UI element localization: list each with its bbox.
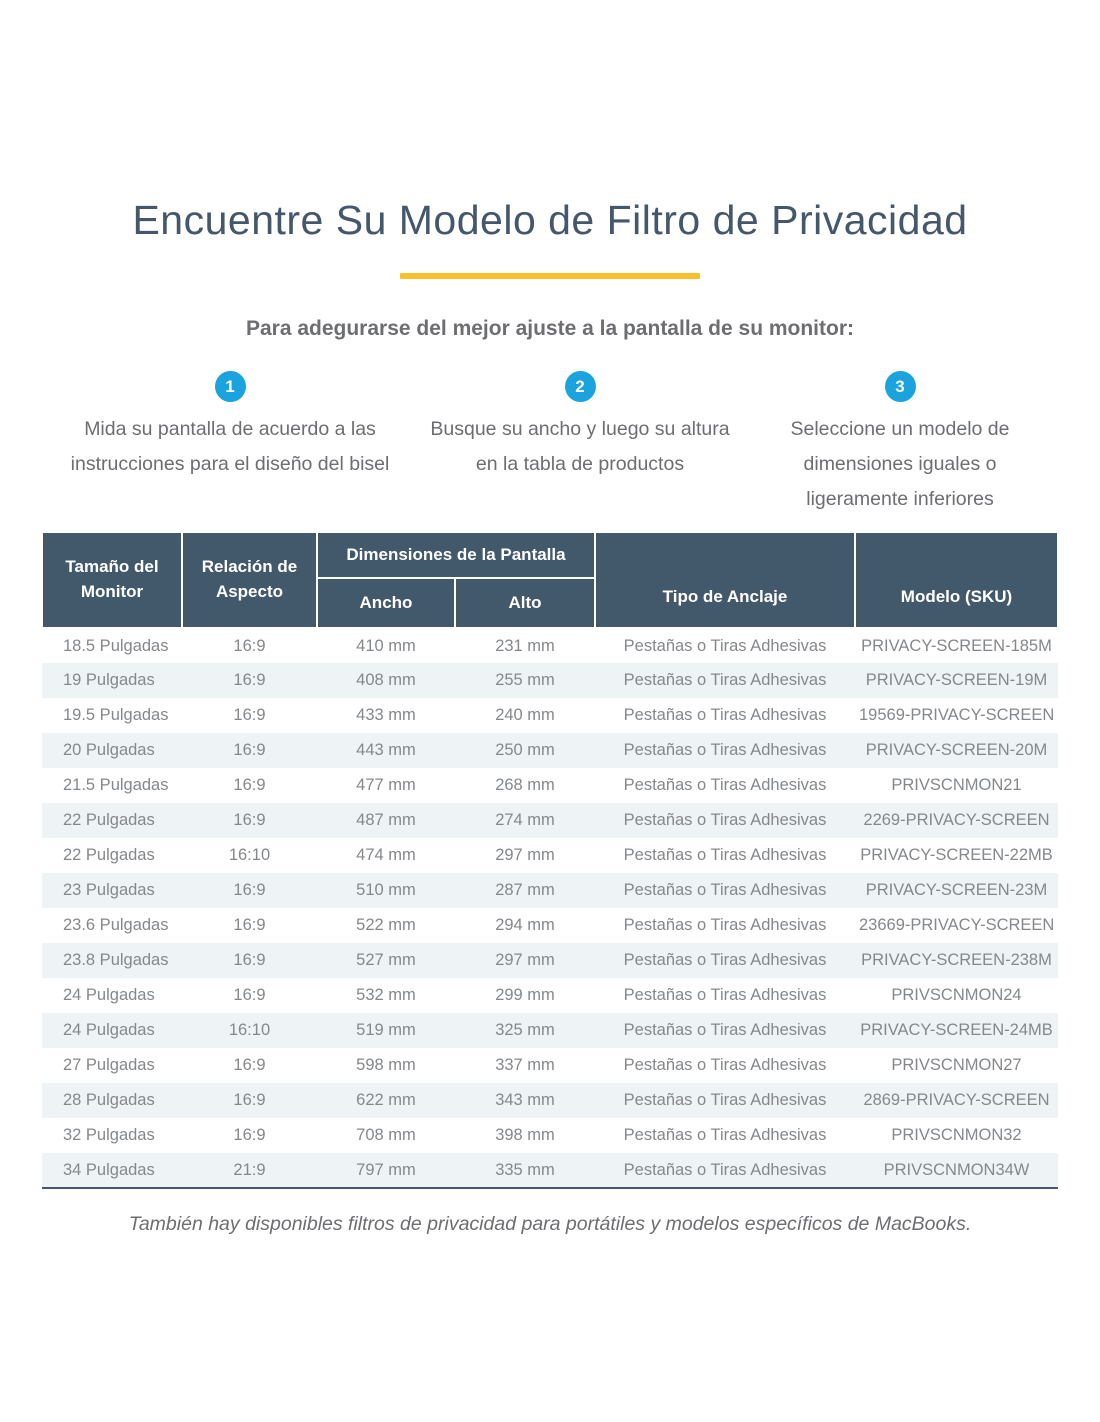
width-cell: 519 mm — [356, 1021, 416, 1040]
height-cell: 274 mm — [495, 811, 555, 830]
table-row — [42, 803, 1058, 838]
aspect-ratio-cell: 16:9 — [233, 951, 266, 970]
height-cell: 335 mm — [495, 1160, 555, 1179]
aspect-ratio-cell: 16:9 — [233, 986, 266, 1005]
table-body — [42, 628, 1058, 1188]
table-row — [42, 873, 1058, 908]
height-cell: 240 mm — [495, 706, 555, 725]
table-row — [42, 1153, 1058, 1188]
model-sku-cell: PRIVSCNMON27 — [891, 1056, 1022, 1075]
monitor-size-cell: 21.5 Pulgadas — [62, 776, 169, 795]
width-cell: 708 mm — [356, 1126, 416, 1145]
model-sku-cell: PRIVACY-SCREEN-185M — [861, 636, 1052, 655]
model-sku-cell: PRIVACY-SCREEN-22MB — [860, 846, 1053, 865]
mount-type-cell: Pestañas o Tiras Adhesivas — [623, 1091, 827, 1110]
aspect-ratio-cell: 16:9 — [233, 881, 266, 900]
model-sku-cell: PRIVSCNMON21 — [891, 776, 1022, 795]
model-sku-cell: PRIVACY-SCREEN-24MB — [860, 1021, 1053, 1040]
width-cell: 510 mm — [356, 881, 416, 900]
height-cell: 299 mm — [495, 986, 555, 1005]
width-cell: 522 mm — [356, 916, 416, 935]
table-row — [42, 1048, 1058, 1083]
step-1-number-badge: 1 — [215, 371, 246, 402]
height-cell: 297 mm — [495, 951, 555, 970]
aspect-ratio-cell: 16:9 — [233, 706, 266, 725]
aspect-ratio-cell: 16:9 — [233, 1056, 266, 1075]
product-table — [41, 531, 1059, 1189]
monitor-size-cell: 23.8 Pulgadas — [62, 951, 169, 970]
header-model-sku: Modelo (SKU) — [855, 532, 1058, 628]
monitor-size-cell: 19 Pulgadas — [62, 671, 155, 690]
monitor-size-cell: 22 Pulgadas — [62, 811, 155, 830]
width-cell: 622 mm — [356, 1091, 416, 1110]
step-2 — [415, 371, 745, 517]
mount-type-cell: Pestañas o Tiras Adhesivas — [623, 951, 827, 970]
table-row — [42, 628, 1058, 663]
height-cell: 231 mm — [495, 636, 555, 655]
step-3-number-badge: 3 — [885, 371, 916, 402]
model-sku-cell: 2869-PRIVACY-SCREEN — [863, 1091, 1050, 1110]
width-cell: 477 mm — [356, 776, 416, 795]
height-cell: 297 mm — [495, 846, 555, 865]
aspect-ratio-cell: 16:9 — [233, 671, 266, 690]
mount-type-cell: Pestañas o Tiras Adhesivas — [623, 846, 827, 865]
monitor-size-cell: 23 Pulgadas — [62, 881, 155, 900]
aspect-ratio-cell: 16:9 — [233, 811, 266, 830]
monitor-size-cell: 27 Pulgadas — [62, 1056, 155, 1075]
step-2-number-badge: 2 — [565, 371, 596, 402]
aspect-ratio-cell: 16:9 — [233, 1126, 266, 1145]
mount-type-cell: Pestañas o Tiras Adhesivas — [623, 916, 827, 935]
mount-type-cell: Pestañas o Tiras Adhesivas — [623, 706, 827, 725]
aspect-ratio-cell: 16:9 — [233, 1091, 266, 1110]
mount-type-cell: Pestañas o Tiras Adhesivas — [623, 881, 827, 900]
aspect-ratio-cell: 16:9 — [233, 741, 266, 760]
model-sku-cell: PRIVSCNMON24 — [891, 986, 1022, 1005]
monitor-size-cell: 20 Pulgadas — [62, 741, 155, 760]
aspect-ratio-cell: 16:10 — [228, 1021, 271, 1040]
aspect-ratio-cell: 16:9 — [233, 636, 266, 655]
monitor-size-cell: 24 Pulgadas — [62, 1021, 155, 1040]
width-cell: 408 mm — [356, 671, 416, 690]
aspect-ratio-cell: 16:9 — [233, 916, 266, 935]
height-cell: 268 mm — [495, 776, 555, 795]
height-cell: 325 mm — [495, 1021, 555, 1040]
steps-row — [45, 371, 1055, 517]
table-row — [42, 943, 1058, 978]
title-underline-rule — [400, 273, 700, 279]
monitor-size-cell: 34 Pulgadas — [62, 1160, 155, 1179]
step-3-text: Seleccione un modelo de dimensiones iguales o ligeramente inferiores — [790, 418, 1010, 511]
width-cell: 433 mm — [356, 706, 416, 725]
monitor-size-cell: 32 Pulgadas — [62, 1126, 155, 1145]
header-aspect-ratio: Relación de Aspecto — [182, 532, 317, 628]
height-cell: 343 mm — [495, 1091, 555, 1110]
table-row — [42, 663, 1058, 698]
mount-type-cell: Pestañas o Tiras Adhesivas — [623, 776, 827, 795]
aspect-ratio-cell: 21:9 — [233, 1160, 266, 1179]
header-dimensions-group: Dimensiones de la Pantalla — [317, 532, 595, 578]
header-width: Ancho — [317, 578, 455, 628]
mount-type-cell: Pestañas o Tiras Adhesivas — [623, 811, 827, 830]
monitor-size-cell: 19.5 Pulgadas — [62, 706, 169, 725]
table-row — [42, 733, 1058, 768]
header-mount-type: Tipo de Anclaje — [595, 532, 855, 628]
model-sku-cell: 23669-PRIVACY-SCREEN — [859, 916, 1055, 935]
page-title: Encuentre Su Modelo de Filtro de Privacidad — [132, 197, 968, 243]
model-sku-cell: PRIVACY-SCREEN-238M — [861, 951, 1052, 970]
table-header — [42, 532, 1058, 628]
aspect-ratio-cell: 16:10 — [228, 846, 271, 865]
footer-note: También hay disponibles filtros de privacidad para portátiles y modelos específicos de MacBooks. — [128, 1213, 972, 1236]
aspect-ratio-cell: 16:9 — [233, 776, 266, 795]
table-row — [42, 838, 1058, 873]
width-cell: 443 mm — [356, 741, 416, 760]
table-row — [42, 768, 1058, 803]
step-1 — [45, 371, 415, 517]
monitor-size-cell: 24 Pulgadas — [62, 986, 155, 1005]
width-cell: 410 mm — [356, 636, 416, 655]
model-sku-cell: PRIVACY-SCREEN-23M — [865, 881, 1048, 900]
height-cell: 250 mm — [495, 741, 555, 760]
model-sku-cell: PRIVSCNMON32 — [891, 1126, 1022, 1145]
header-height: Alto — [455, 578, 595, 628]
step-1-text: Mida su pantalla de acuerdo a las instrucciones para el diseño del bisel — [70, 418, 390, 476]
mount-type-cell: Pestañas o Tiras Adhesivas — [623, 1056, 827, 1075]
monitor-size-cell: 28 Pulgadas — [62, 1091, 155, 1110]
model-sku-cell: PRIVSCNMON34W — [883, 1160, 1030, 1179]
mount-type-cell: Pestañas o Tiras Adhesivas — [623, 636, 827, 655]
mount-type-cell: Pestañas o Tiras Adhesivas — [623, 1160, 827, 1179]
height-cell: 255 mm — [495, 671, 555, 690]
model-sku-cell: 19569-PRIVACY-SCREEN — [859, 706, 1055, 725]
model-sku-cell: PRIVACY-SCREEN-20M — [865, 741, 1048, 760]
model-sku-cell: PRIVACY-SCREEN-19M — [865, 671, 1048, 690]
table-row — [42, 1083, 1058, 1118]
mount-type-cell: Pestañas o Tiras Adhesivas — [623, 986, 827, 1005]
height-cell: 287 mm — [495, 881, 555, 900]
height-cell: 337 mm — [495, 1056, 555, 1075]
table-row — [42, 698, 1058, 733]
header-monitor-size: Tamaño del Monitor — [42, 532, 182, 628]
table-row — [42, 1118, 1058, 1153]
width-cell: 598 mm — [356, 1056, 416, 1075]
table-row — [42, 908, 1058, 943]
width-cell: 487 mm — [356, 811, 416, 830]
height-cell: 398 mm — [495, 1126, 555, 1145]
monitor-size-cell: 18.5 Pulgadas — [62, 636, 169, 655]
step-2-text: Busque su ancho y luego su altura en la tabla de productos — [430, 418, 730, 476]
mount-type-cell: Pestañas o Tiras Adhesivas — [623, 1126, 827, 1145]
monitor-size-cell: 23.6 Pulgadas — [62, 916, 169, 935]
mount-type-cell: Pestañas o Tiras Adhesivas — [623, 671, 827, 690]
width-cell: 797 mm — [356, 1160, 416, 1179]
page-subtitle: Para adegurarse del mejor ajuste a la pantalla de su monitor: — [245, 317, 855, 341]
table-row — [42, 1013, 1058, 1048]
model-sku-cell: 2269-PRIVACY-SCREEN — [863, 811, 1050, 830]
step-3 — [745, 371, 1055, 517]
width-cell: 474 mm — [356, 846, 416, 865]
mount-type-cell: Pestañas o Tiras Adhesivas — [623, 1021, 827, 1040]
width-cell: 527 mm — [356, 951, 416, 970]
width-cell: 532 mm — [356, 986, 416, 1005]
height-cell: 294 mm — [495, 916, 555, 935]
monitor-size-cell: 22 Pulgadas — [62, 846, 155, 865]
table-row — [42, 978, 1058, 1013]
mount-type-cell: Pestañas o Tiras Adhesivas — [623, 741, 827, 760]
